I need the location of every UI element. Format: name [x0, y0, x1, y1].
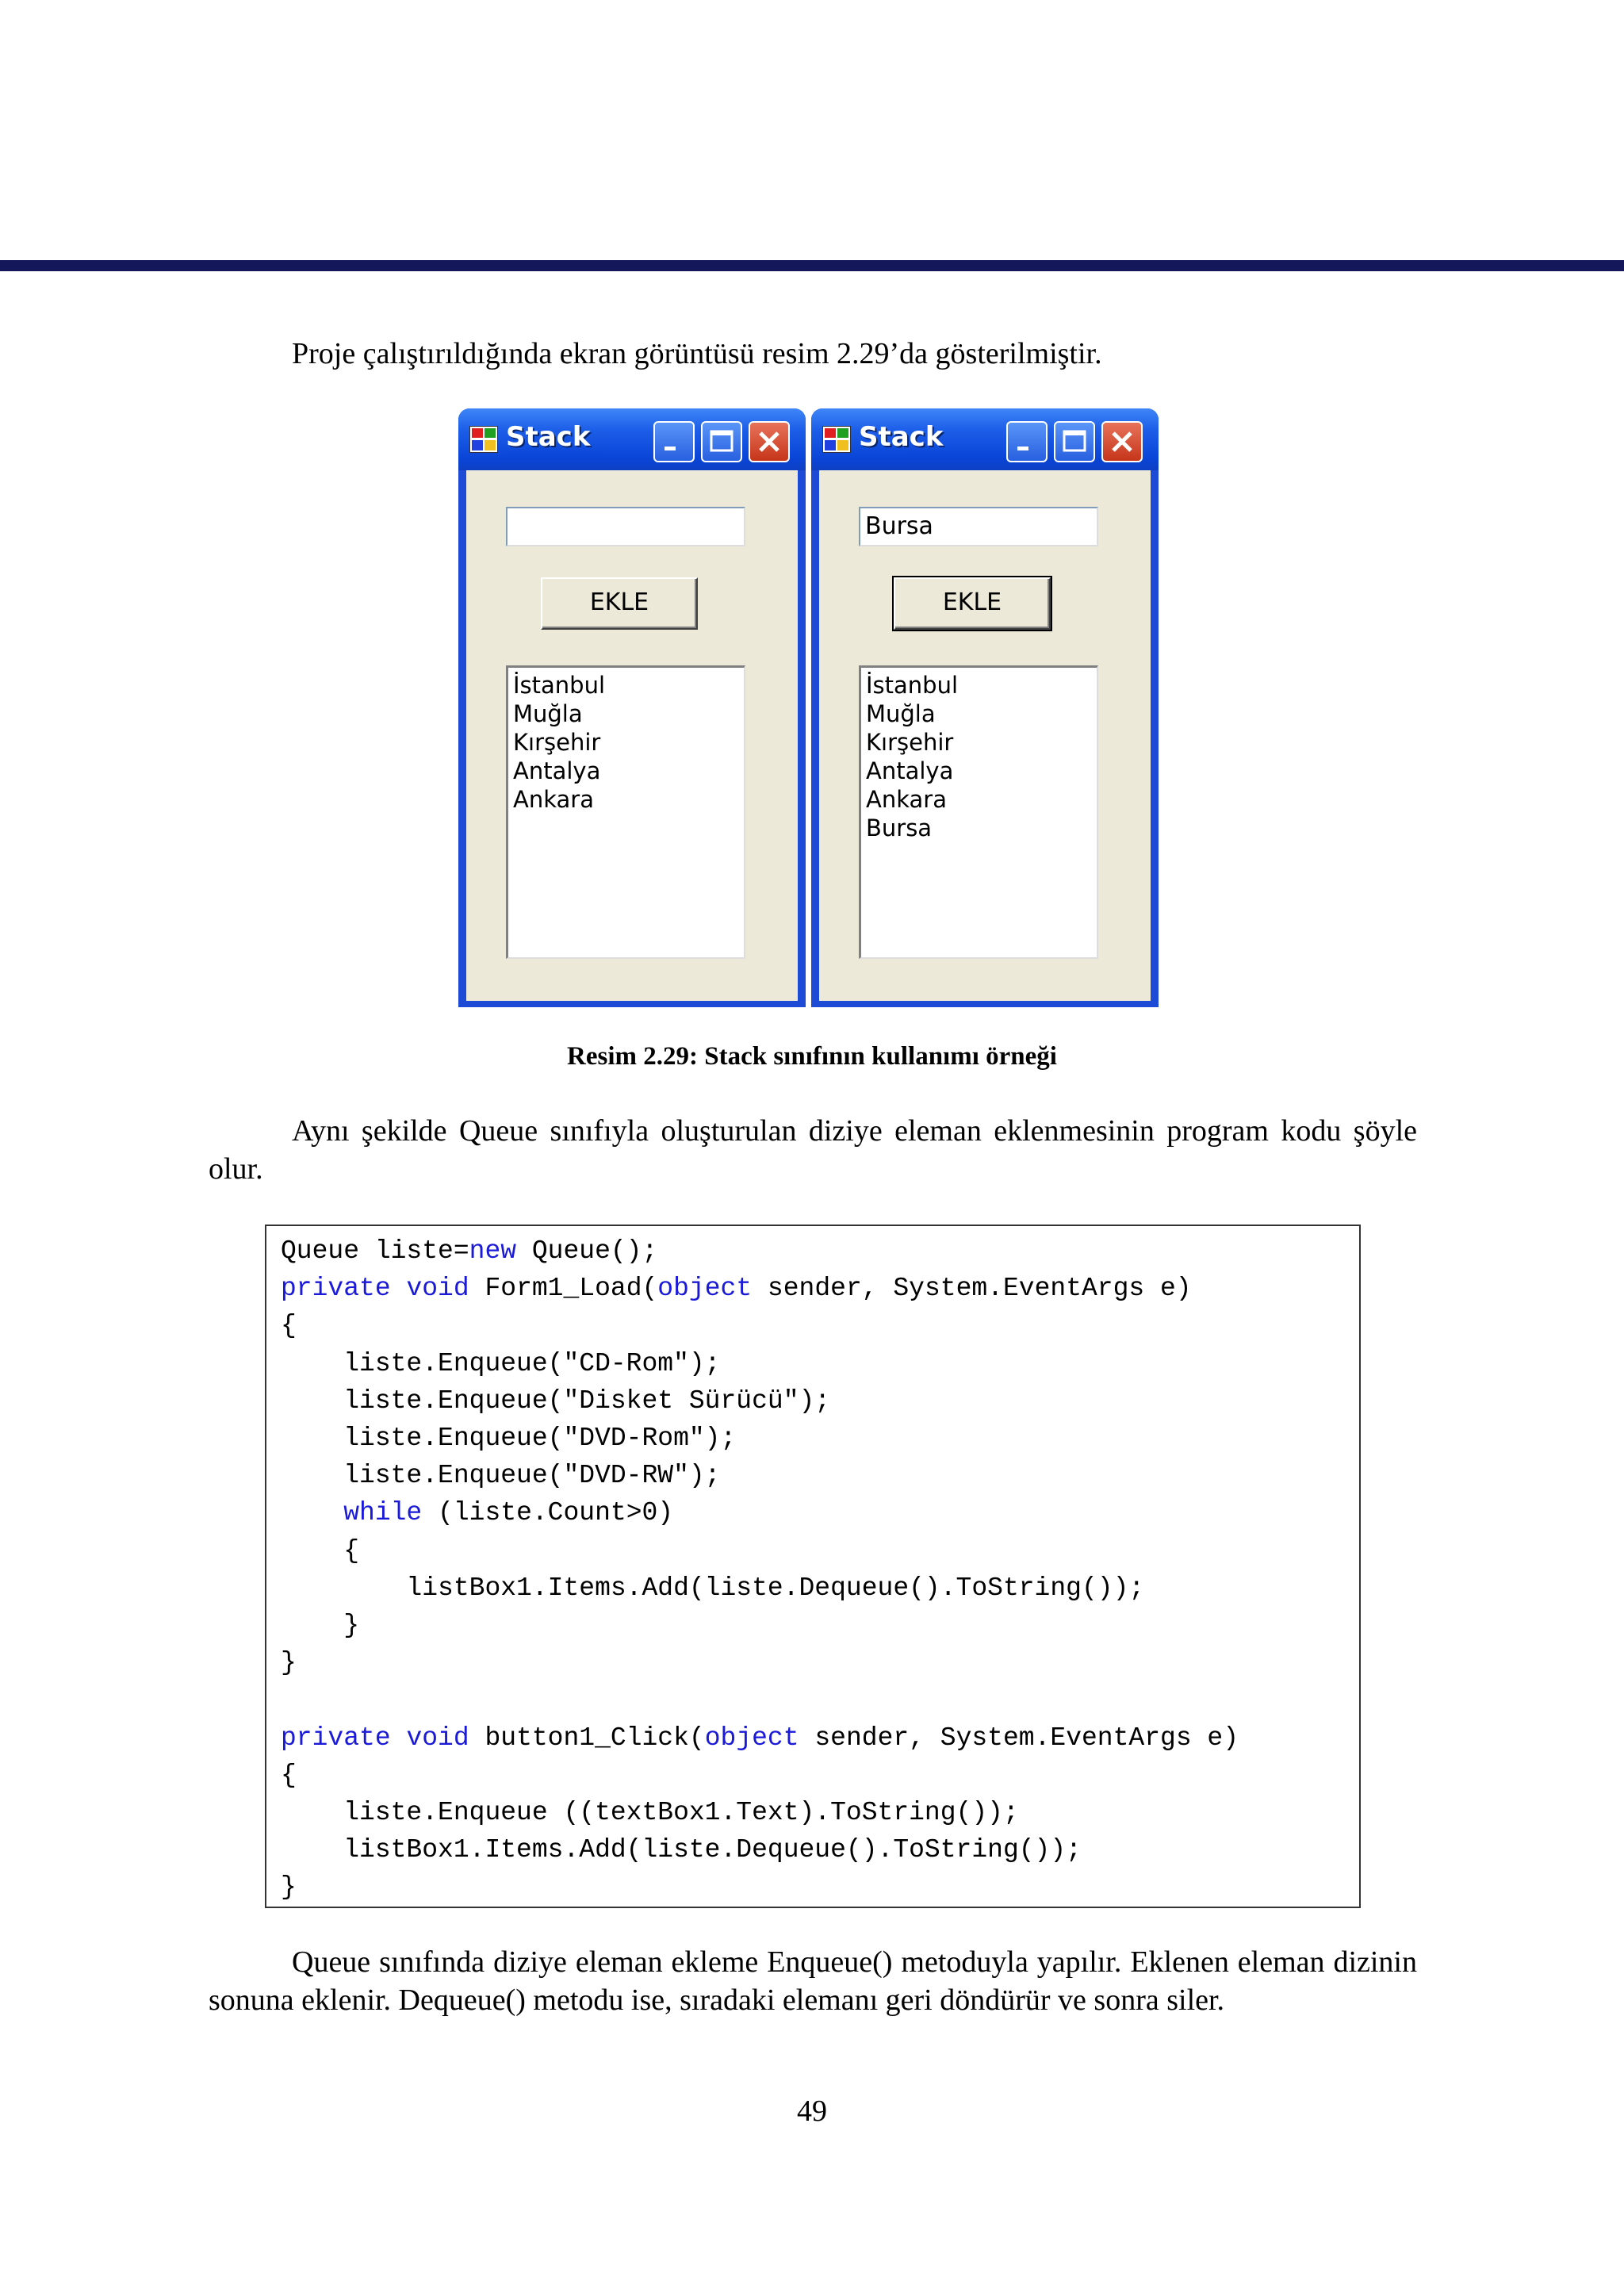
minimize-icon [1008, 423, 1046, 461]
app-icon [469, 426, 498, 453]
queue-intro-text: Aynı şekilde Queue sınıfıyla oluşturulan diziye eleman eklenmesinin program kodu şöyle olur. [209, 1114, 1417, 1186]
code-keyword: private [281, 1723, 391, 1753]
code-line: } [281, 1648, 297, 1678]
code-keyword: new [469, 1236, 517, 1266]
code-keyword: object [657, 1274, 753, 1304]
list-item[interactable]: Kırşehir [866, 729, 954, 756]
maximize-button[interactable] [1054, 421, 1095, 462]
maximize-icon [703, 423, 741, 461]
list-item[interactable]: Ankara [513, 786, 594, 813]
maximize-button[interactable] [701, 421, 742, 462]
list-item[interactable]: Muğla [866, 700, 936, 727]
app-icon [822, 426, 851, 453]
code-line: while (liste.Count>0) [343, 1498, 674, 1528]
header-rule [0, 260, 1624, 271]
list-item[interactable]: Kırşehir [513, 729, 601, 756]
figure-caption: Resim 2.29: Stack sınıfının kullanımı örneği [567, 1042, 1057, 1071]
code-line: liste.Enqueue("DVD-RW"); [281, 1461, 721, 1491]
close-icon [750, 423, 788, 461]
listbox[interactable] [506, 665, 745, 959]
ekle-button[interactable]: EKLE [894, 577, 1051, 630]
list-item[interactable]: Ankara [866, 786, 947, 813]
code-line: liste.Enqueue ((textBox1.Text).ToString()); [281, 1798, 1019, 1828]
code-line: liste.Enqueue("Disket Sürücü"); [281, 1386, 831, 1416]
code-keyword: void [406, 1723, 469, 1753]
code-block [281, 1232, 1239, 1907]
code-line: private void Form1_Load(object sender, System.EventArgs e) [281, 1274, 1192, 1304]
code-keyword: void [406, 1274, 469, 1304]
close-button[interactable] [749, 421, 790, 462]
listbox[interactable] [859, 665, 1098, 959]
window-titlebar[interactable] [458, 408, 806, 470]
code-line: } [281, 1872, 297, 1903]
window-titlebar[interactable] [811, 408, 1159, 470]
list-item[interactable]: Antalya [513, 757, 601, 784]
list-item[interactable]: Muğla [513, 700, 583, 727]
code-listing [265, 1225, 1361, 1908]
text-input[interactable] [506, 507, 745, 546]
window-client [466, 470, 798, 1001]
list-item[interactable]: Antalya [866, 757, 954, 784]
code-line: Queue liste=new Queue(); [281, 1236, 658, 1266]
code-line: { [281, 1311, 297, 1341]
intro-paragraph: Proje çalıştırıldığında ekran görüntüsü resim 2.29’da gösterilmiştir. [292, 337, 1102, 370]
close-button[interactable] [1101, 421, 1143, 462]
minimize-button[interactable] [1006, 421, 1048, 462]
code-line: { [281, 1535, 360, 1566]
close-icon [1103, 423, 1141, 461]
code-keyword: while [343, 1498, 423, 1528]
queue-intro-paragraph [209, 1112, 1417, 1188]
code-line: private void button1_Click(object sender, System.EventArgs e) [281, 1723, 1239, 1753]
minimize-icon [655, 423, 693, 461]
minimize-button[interactable] [653, 421, 695, 462]
code-line: listBox1.Items.Add(liste.Dequeue().ToString()); [281, 1835, 1082, 1865]
code-line: liste.Enqueue("CD-Rom"); [281, 1348, 721, 1378]
page-number: 49 [797, 2095, 827, 2128]
outro-text: Queue sınıfında diziye eleman ekleme Enqueue() metoduyla yapılır. Eklenen eleman dizinin sonuna eklenir. Dequeue() metodu ise, sıradaki elemanı geri döndürür ve sonra siler. [209, 1945, 1417, 2017]
list-item[interactable]: İstanbul [866, 672, 959, 699]
stack-window-filled [811, 408, 1159, 1007]
code-keyword: private [281, 1274, 391, 1304]
code-line: } [281, 1611, 360, 1641]
window-title: Stack [506, 421, 591, 453]
outro-paragraph [209, 1943, 1417, 2019]
code-line [281, 1681, 1239, 1719]
stack-window-empty [458, 408, 806, 1007]
maximize-icon [1055, 423, 1094, 461]
window-client [819, 470, 1151, 1001]
code-line: listBox1.Items.Add(liste.Dequeue().ToString()); [281, 1573, 1145, 1603]
code-line: { [281, 1760, 297, 1790]
text-input[interactable]: Bursa [859, 507, 1098, 546]
list-item[interactable]: Bursa [866, 814, 933, 841]
ekle-button[interactable]: EKLE [541, 577, 698, 630]
code-line: liste.Enqueue("DVD-Rom"); [281, 1424, 737, 1454]
window-title: Stack [859, 421, 944, 453]
code-keyword: object [704, 1723, 799, 1753]
list-item[interactable]: İstanbul [513, 672, 606, 699]
